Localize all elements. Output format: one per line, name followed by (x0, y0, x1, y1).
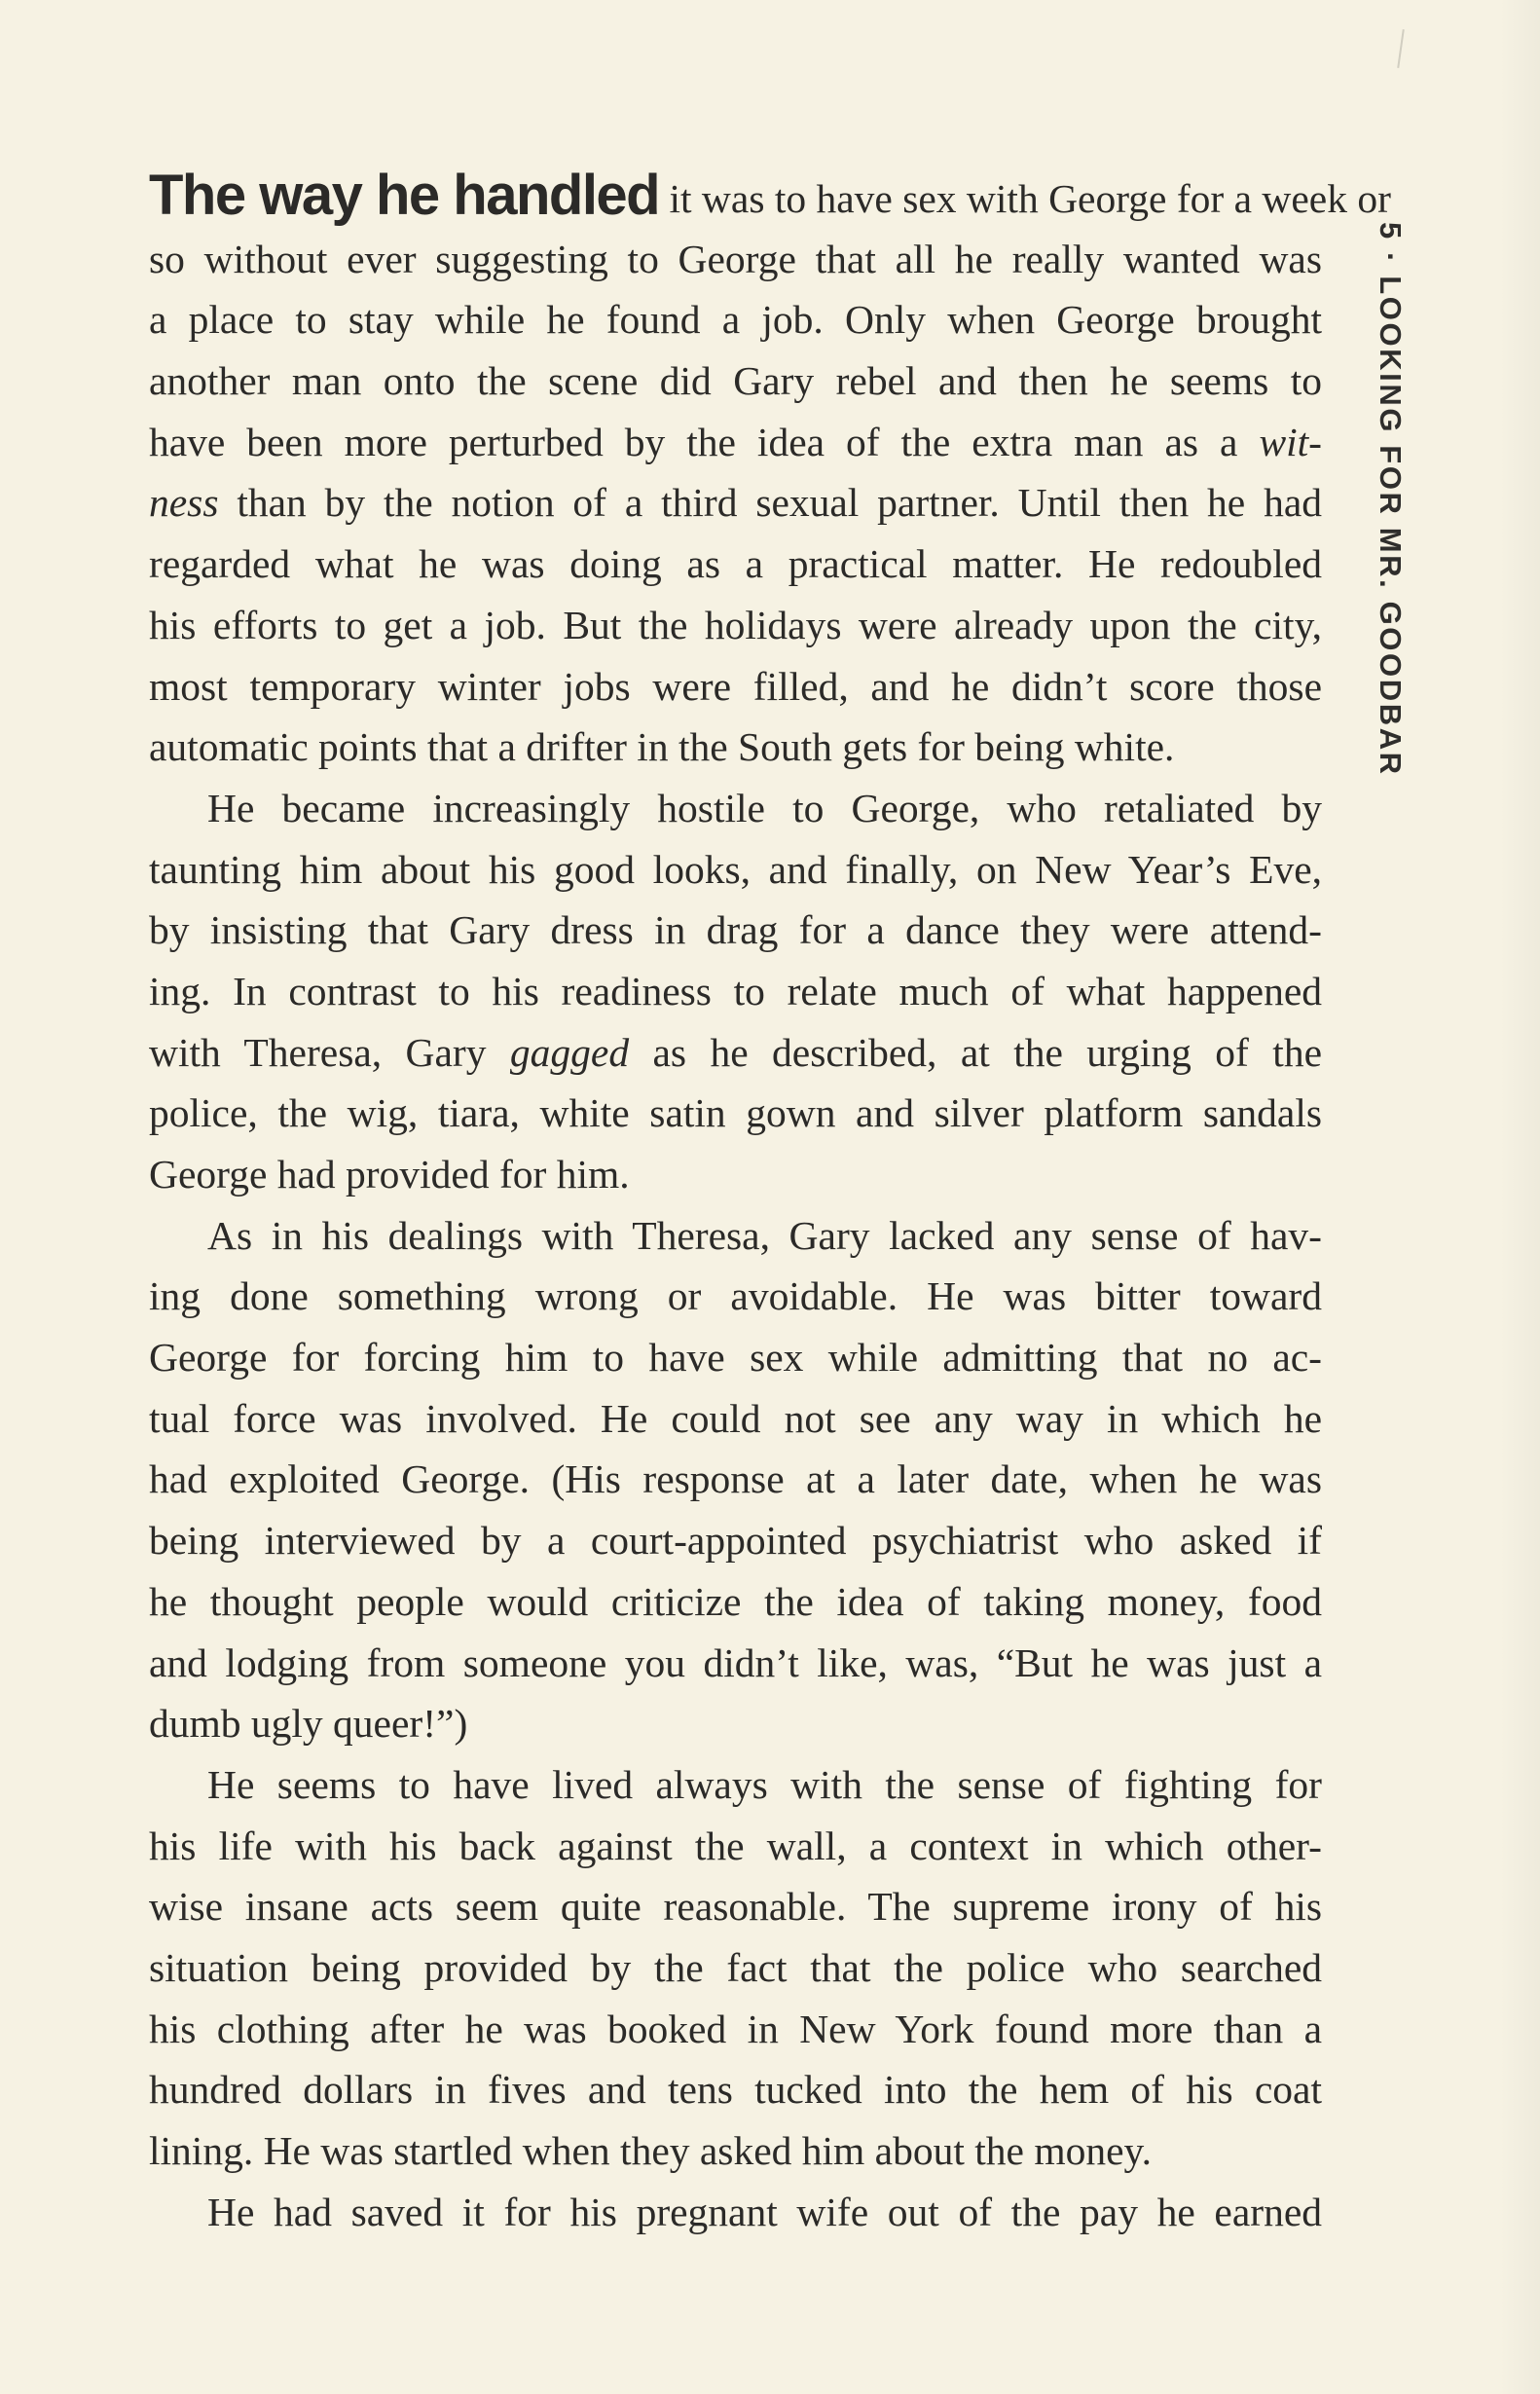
text-line: As in his dealings with Theresa, Gary lacked any sense of hav- (207, 1212, 1322, 1258)
text-line: He became increasingly hostile to George, who retaliated by (207, 785, 1322, 830)
text-line: situation being provided by the fact that the police who searched (149, 1944, 1322, 1990)
paper-mark (1397, 29, 1405, 68)
running-head (1361, 222, 1419, 845)
text-line: so without ever suggesting to George that all he really wanted was (149, 236, 1322, 281)
text-line: dumb ugly queer!”) (149, 1701, 468, 1747)
text-line: have been more perturbed by the idea of the extra man as a wit- (149, 419, 1322, 464)
italic-text: gagged (509, 1029, 630, 1075)
text-line: with Theresa, Gary gagged as he described, at the urging of the (149, 1029, 1322, 1075)
paragraph-5 (149, 2182, 1322, 2243)
text-line: George for forcing him to have sex while admitting that no ac- (149, 1335, 1322, 1381)
text-line: The way he handled it was to have sex with George for a week or (149, 164, 1391, 227)
lead-in: The way he handled (149, 164, 660, 227)
text-line: and lodging from someone you didn’t like, was, “But he was just a (149, 1639, 1322, 1685)
paragraph-3 (149, 1205, 1322, 1754)
text-line: George had provided for him. (149, 1152, 630, 1197)
text-line: regarded what he was doing as a practical matter. He redoubled (149, 541, 1322, 587)
running-head-separator: · (1374, 252, 1408, 265)
text-line: tual force was involved. He could not see any way in which he (149, 1395, 1322, 1441)
text-line: wise insane acts seem quite reasonable. The supreme irony of his (149, 1884, 1322, 1930)
text-line: ness than by the notion of a third sexual partner. Until then he had (149, 480, 1322, 526)
text-line: had exploited George. (His response at a later date, when he was (149, 1456, 1322, 1502)
italic-text: wit- (1259, 419, 1322, 464)
text-line: his efforts to get a job. But the holidays were already upon the city, (149, 602, 1322, 647)
text-line: He had saved it for his pregnant wife out of the pay he earned (207, 2189, 1322, 2234)
text-line: automatic points that a drifter in the South gets for being white. (149, 724, 1175, 770)
italic-text: ness (149, 480, 219, 526)
running-head-title: LOOKING FOR MR. GOODBAR (1374, 276, 1408, 777)
text-line: being interviewed by a court-appointed psychiatrist who asked if (149, 1518, 1322, 1564)
text-line: he thought people would criticize the idea of taking money, food (149, 1578, 1322, 1624)
text-line: lining. He was startled when they asked him about the money. (149, 2128, 1152, 2173)
text-line: hundred dollars in fives and tens tucked into the hem of his coat (149, 2067, 1322, 2113)
text-line: taunting him about his good looks, and finally, on New Year’s Eve, (149, 846, 1322, 892)
text-line: another man onto the scene did Gary rebel and then he seems to (149, 358, 1322, 404)
text-line: ing done something wrong or avoidable. He was bitter toward (149, 1273, 1322, 1319)
text-line: most temporary winter jobs were filled, and he didn’t score those (149, 663, 1322, 709)
text-line: a place to stay while he found a job. Only when George brought (149, 297, 1322, 343)
text-line: police, the wig, tiara, white satin gown and silver platform sandals (149, 1090, 1322, 1136)
text-line: his life with his back against the wall, a context in which other- (149, 1823, 1322, 1868)
page-number: 5 (1374, 222, 1408, 241)
text-line: ing. In contrast to his readiness to relate much of what happened (149, 968, 1322, 1013)
paragraph-4 (149, 1754, 1322, 2182)
paragraph-2 (149, 778, 1322, 1205)
text-line: He seems to have lived always with the sense of fighting for (207, 1761, 1322, 1807)
text-line: by insisting that Gary dress in drag for a dance they were attend- (149, 907, 1322, 953)
text-line: his clothing after he was booked in New York found more than a (149, 2006, 1322, 2051)
running-head-text (1373, 222, 1408, 777)
